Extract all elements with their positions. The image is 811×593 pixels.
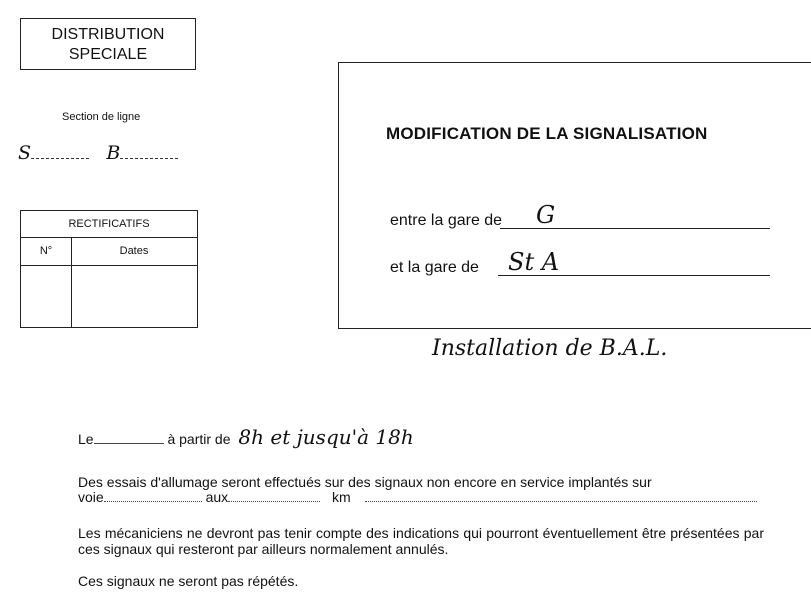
- et-label: et la gare de: [390, 259, 479, 276]
- date-line: [78, 425, 414, 449]
- section-label: Section de ligne: [62, 111, 141, 123]
- distribution-line1: DISTRIBUTION: [51, 26, 165, 43]
- rectificatifs-col-dates: Dates: [71, 237, 197, 266]
- distribution-box: [20, 18, 196, 70]
- signalisation-box: [338, 62, 811, 329]
- para-essais-line2: [78, 489, 757, 505]
- a-partir-label: à partir de: [167, 431, 231, 447]
- rectificatifs-title: RECTIFICATIFS: [21, 211, 197, 238]
- rectificatifs-table: [20, 210, 198, 328]
- voie-label: voie: [78, 489, 104, 505]
- km-label: km: [332, 489, 351, 505]
- distribution-line2: SPECIALE: [68, 46, 148, 63]
- et-value: St A: [508, 248, 560, 276]
- annotation-installation: Installation de B.A.L.: [432, 336, 668, 361]
- aux-label: aux: [205, 489, 229, 505]
- entre-label: entre la gare de: [390, 212, 503, 229]
- para-essais-line1: Des essais d'allumage seront effectués sur des signaux non encore en service implantés sur: [78, 474, 652, 490]
- time-value: 8h et jusqu'à 18h: [238, 425, 414, 449]
- section-line: [18, 142, 178, 165]
- page-title: MODIFICATION DE LA SIGNALISATION: [386, 124, 708, 143]
- entre-value: G: [536, 201, 556, 229]
- section-to: B: [106, 142, 121, 164]
- para-repetes: Ces signaux ne seront pas répétés.: [78, 573, 299, 589]
- section-from: S: [18, 142, 32, 164]
- rectificatifs-col-no: N°: [21, 237, 71, 266]
- para-mecaniciens: Les mécaniciens ne devront pas tenir compte des indications qui pourront éventuellement être présentées par ces signaux qui resteront par ailleurs normalement annulés.: [78, 525, 764, 557]
- le-label: Le: [78, 431, 94, 447]
